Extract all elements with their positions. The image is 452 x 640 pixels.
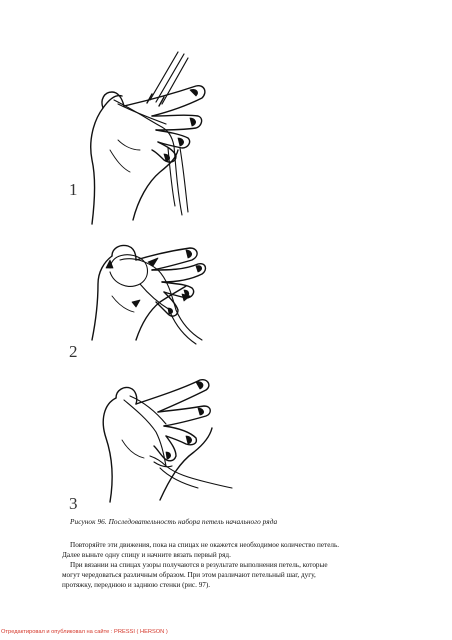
body-line: протяжку, переднюю и заднюю стенки (рис. 97). — [62, 581, 211, 590]
body-line: Повторяйте эти движения, пока на спицах не окажется необходимое количество петель. — [70, 541, 340, 549]
publisher-footer: Отредактировал и опубликовал на сайте : PRESSI ( HERSON ) — [1, 629, 168, 635]
body-line: Далее выньте одну спицу и начните вязать первый ряд. — [62, 551, 231, 560]
hand-drawing-2 — [92, 245, 205, 344]
body-paragraphs — [62, 540, 402, 590]
hand-drawing-1 — [91, 52, 205, 224]
step-number-2: 2 — [69, 342, 78, 361]
step-number-3: 3 — [69, 494, 78, 513]
hand-drawing-3 — [103, 380, 232, 502]
body-line: могут чередоваться различным образом. При этом различают петельный шаг, дугу, — [62, 571, 316, 580]
body-line: При вязании на спицах узоры получаются в результате выполнения петель, которые — [70, 561, 328, 570]
step-number-1: 1 — [69, 180, 78, 199]
figure-caption: Рисунок 96. Последовательность набора петель начального ряда — [70, 517, 278, 526]
